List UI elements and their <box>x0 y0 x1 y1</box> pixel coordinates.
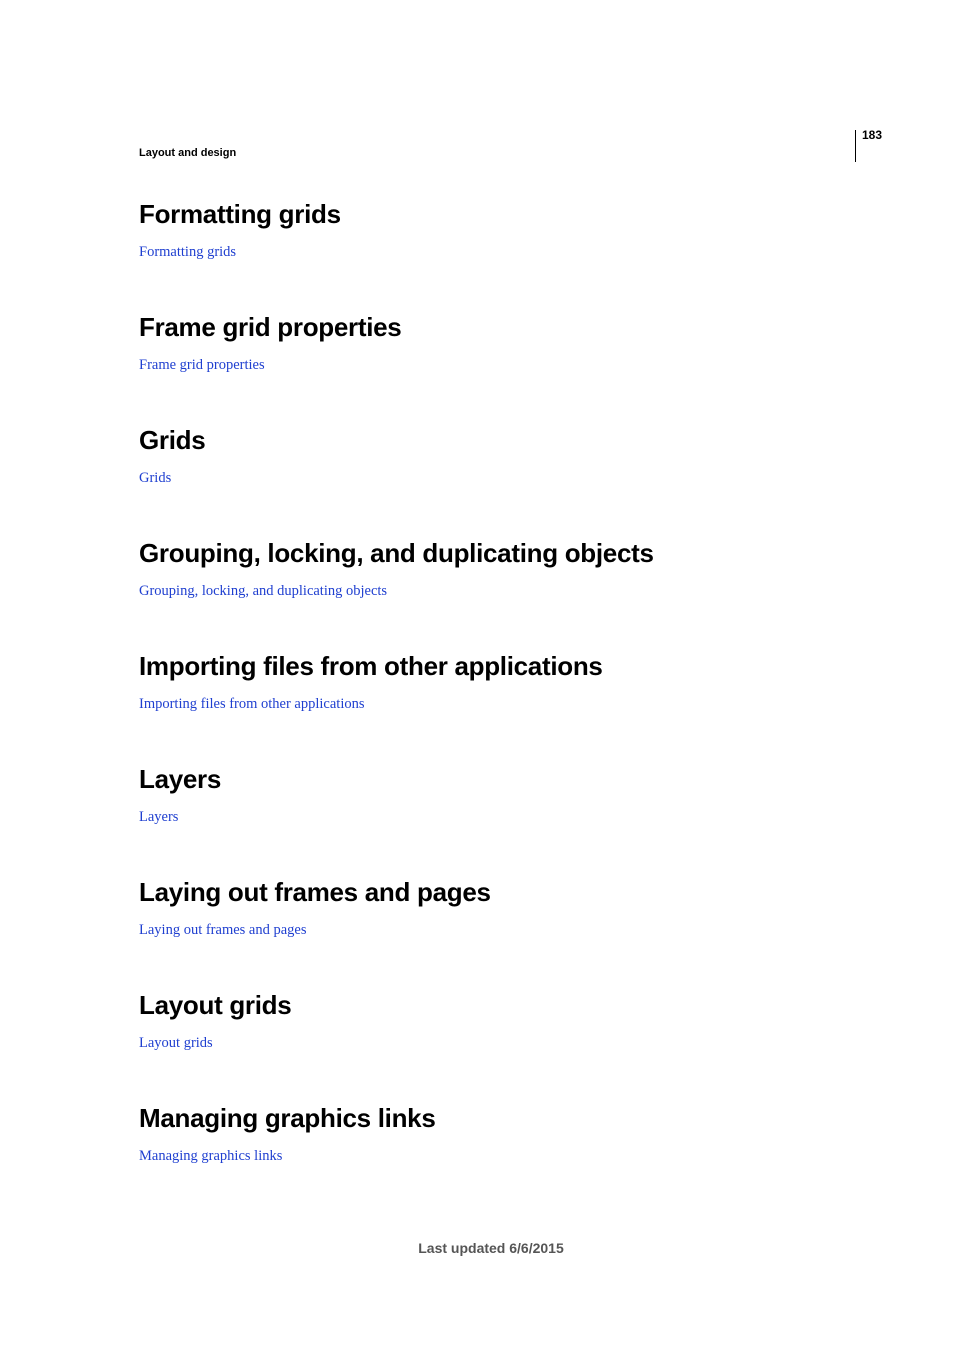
section-title: Importing files from other applications <box>139 651 603 681</box>
section-link[interactable]: Formatting grids <box>139 244 237 260</box>
section-layers <box>139 764 839 826</box>
section-link[interactable]: Layers <box>139 809 179 825</box>
section-title: Frame grid properties <box>139 312 402 342</box>
section-link[interactable]: Layout grids <box>139 1035 213 1051</box>
section-title: Grids <box>139 425 206 455</box>
section-formatting-grids <box>139 199 839 261</box>
section-importing-files <box>139 651 839 713</box>
section-managing-graphics-links <box>139 1103 839 1165</box>
section-link[interactable]: Grids <box>139 470 172 486</box>
page-number: 183 <box>862 128 883 142</box>
section-title: Managing graphics links <box>139 1103 436 1133</box>
footer-last-updated: Last updated 6/6/2015 <box>418 1240 564 1256</box>
section-title: Formatting grids <box>139 199 341 229</box>
running-head: Layout and design <box>139 147 237 159</box>
page-number-divider <box>855 130 856 162</box>
section-link[interactable]: Managing graphics links <box>139 1148 283 1164</box>
section-grids <box>139 425 839 487</box>
section-link[interactable]: Frame grid properties <box>139 357 265 373</box>
section-frame-grid-properties <box>139 312 839 374</box>
section-title: Layout grids <box>139 990 292 1020</box>
section-title: Laying out frames and pages <box>139 877 491 907</box>
section-title: Layers <box>139 764 222 794</box>
section-layout-grids <box>139 990 839 1052</box>
section-title: Grouping, locking, and duplicating objects <box>139 538 654 568</box>
section-laying-out-frames <box>139 877 839 939</box>
section-link[interactable]: Laying out frames and pages <box>139 922 307 938</box>
section-link[interactable]: Importing files from other applications <box>139 696 365 712</box>
section-grouping-locking-duplicating <box>139 538 839 600</box>
section-link[interactable]: Grouping, locking, and duplicating objects <box>139 583 388 599</box>
